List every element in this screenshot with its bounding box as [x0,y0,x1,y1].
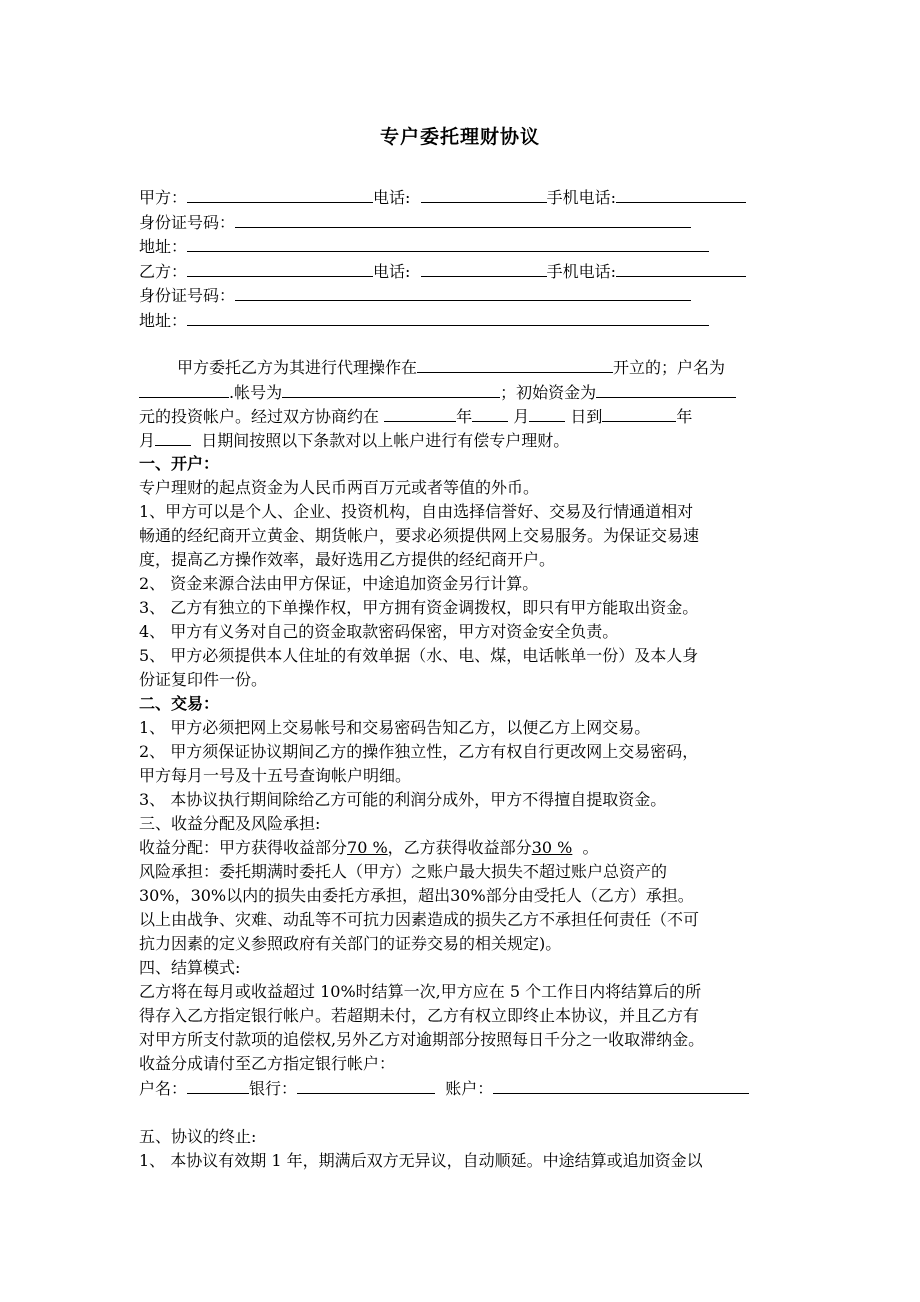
account-number-blank[interactable] [493,1077,749,1094]
party-a-phone-label: 电话: [373,188,411,207]
bank-account-row [139,1077,789,1099]
section-4-text: 对甲方所支付款项的追偿权,另外乙方对逾期部分按照每日千分之一收取滞纳金。 [139,1030,705,1049]
section-1-text: 5、 甲方必须提供本人住址的有效单据（水、电、煤，电话帐单一份）及本人身 [139,646,699,665]
party-a-id-blank[interactable] [235,211,691,228]
account-number-blank[interactable] [282,381,500,398]
party-a-id-row [139,211,789,233]
party-a-id-label: 身份证号码： [139,213,236,232]
section-3-text: 风险承担：委托期满时委托人（甲方）之账户最大损失不超过账户总资产的 [139,862,668,881]
party-b-phone-blank[interactable] [421,260,547,277]
party-a-address-blank[interactable] [187,235,709,252]
party-b-id-blank[interactable] [235,284,691,301]
party-b-mobile-blank[interactable] [616,260,746,277]
intro-text: 元的投资帐户。经过双方协商约在 [139,407,380,426]
end-year-blank[interactable] [602,405,676,422]
party-a-address-label: 地址： [139,237,188,256]
section-2-text: 3、 本协议执行期间除给乙方可能的利润分成外，甲方不得擅自提取资金。 [139,790,667,809]
account-name-label: 户名： [139,1079,188,1098]
party-a-share-value: 70 % [347,838,388,857]
party-a-address-row [139,235,789,257]
intro-text: 年 [676,407,693,426]
party-b-mobile-label: 手机电话: [546,262,616,281]
account-holder-blank[interactable] [139,381,229,398]
section-1-heading: 一、开户： [139,454,220,473]
party-b-address-row [139,309,789,331]
intro-text: 月 [139,431,156,450]
section-3-text: 以上由战争、灾难、动乱等不可抗力因素造成的损失乙方不承担任何责任（不可 [139,910,700,929]
section-4-text: 收益分成请付至乙方指定银行帐户： [139,1054,396,1073]
party-a-mobile-blank[interactable] [616,186,746,203]
section-2-text: 甲方每月一号及十五号查询帐户明细。 [139,766,412,785]
institution-blank[interactable] [417,356,613,373]
bank-label: 银行： [249,1079,298,1098]
party-b-name-blank[interactable] [187,260,373,277]
account-label: 账户： [445,1079,494,1098]
profit-distribution-row [139,837,789,859]
section-1-text: 度，提高乙方操作效率，最好选用乙方提供的经纪商开户。 [139,550,556,569]
section-4-text: 得存入乙方指定银行帐户。若超期未付，乙方有权立即终止本协议，并且乙方有 [139,1006,700,1025]
party-b-row [139,260,789,282]
account-name-blank[interactable] [187,1077,249,1094]
start-month-blank[interactable] [472,405,508,422]
section-1-text: 份证复印件一份。 [139,670,268,689]
party-b-phone-label: 电话: [373,262,411,281]
intro-line-1 [139,356,789,378]
bank-blank[interactable] [297,1077,435,1094]
party-a-mobile-label: 手机电话: [546,188,616,207]
section-3-text: 收益分配：甲方获得收益部分 [139,838,348,857]
section-1-text: 4、 甲方有义务对自己的资金取款密码保密，甲方对资金安全负责。 [139,622,619,641]
section-3-text: 30%，30%以内的损失由委托方承担，超出30%部分由受托人（乙方）承担。 [139,886,694,905]
section-4-heading: 四、结算模式: [139,958,241,977]
intro-text: ；初始资金为 [500,383,597,402]
intro-text: .帐号为 [229,383,283,402]
party-b-label: 乙方： [139,262,188,281]
document-title: 专户委托理财协议 [379,126,540,148]
party-b-address-blank[interactable] [187,309,709,326]
intro-text: 日到 [570,407,603,426]
intro-line-3 [139,405,789,427]
section-4-text: 乙方将在每月或收益超过 10%时结算一次,甲方应在 5 个工作日内将结算后的所 [139,982,702,1001]
party-b-id-row [139,284,789,306]
section-3-text: 抗力因素的定义参照政府有关部门的证券交易的相关规定)。 [139,934,562,953]
section-3-text: ，乙方获得收益部分 [387,838,532,857]
start-day-blank[interactable] [529,405,565,422]
section-3-heading: 三、收益分配及风险承担: [139,814,321,833]
party-a-phone-blank[interactable] [421,186,547,203]
party-a-row [139,186,789,208]
section-2-text: 2、 甲方须保证协议期间乙方的操作独立性，乙方有权自行更改网上交易密码， [139,742,699,761]
intro-text: 月 [513,407,530,426]
section-1-text: 畅通的经纪商开立黄金、期货帐户，要求必须提供网上交易服务。为保证交易速 [139,526,700,545]
section-1-text: 1、甲方可以是个人、企业、投资机构，自由选择信誉好、交易及行情通道相对 [139,502,694,521]
party-b-share-value: 30 % [531,838,573,857]
end-month-blank[interactable] [155,429,191,446]
intro-line-2 [139,381,789,403]
section-1-text: 3、 乙方有独立的下单操作权，甲方拥有资金调拨权，即只有甲方能取出资金。 [139,598,699,617]
intro-text: 日期间按照以下条款对以上帐户进行有偿专户理财。 [201,431,570,450]
party-a-name-blank[interactable] [187,186,373,203]
intro-line-4 [139,429,789,451]
intro-text: 开立的；户名为 [613,358,726,377]
section-5-text: 1、 本协议有效期 1 年，期满后双方无异议，自动顺延。中途结算或追加资金以 [139,1151,703,1170]
section-3-text: 。 [572,838,599,857]
section-2-heading: 二、交易： [139,694,220,713]
initial-capital-blank[interactable] [596,381,736,398]
party-b-id-label: 身份证号码： [139,286,236,305]
party-a-label: 甲方： [139,188,188,207]
section-1-text: 2、 资金来源合法由甲方保证，中途追加资金另行计算。 [139,574,539,593]
section-5-heading: 五、协议的终止: [139,1127,257,1146]
intro-text: 年 [456,407,473,426]
intro-text: 甲方委托乙方为其进行代理操作在 [177,358,418,377]
start-year-blank[interactable] [384,405,456,422]
section-1-text: 专户理财的起点资金为人民币两百万元或者等值的外币。 [139,478,540,497]
section-2-text: 1、 甲方必须把网上交易帐号和交易密码告知乙方，以便乙方上网交易。 [139,718,651,737]
party-b-address-label: 地址： [139,311,188,330]
